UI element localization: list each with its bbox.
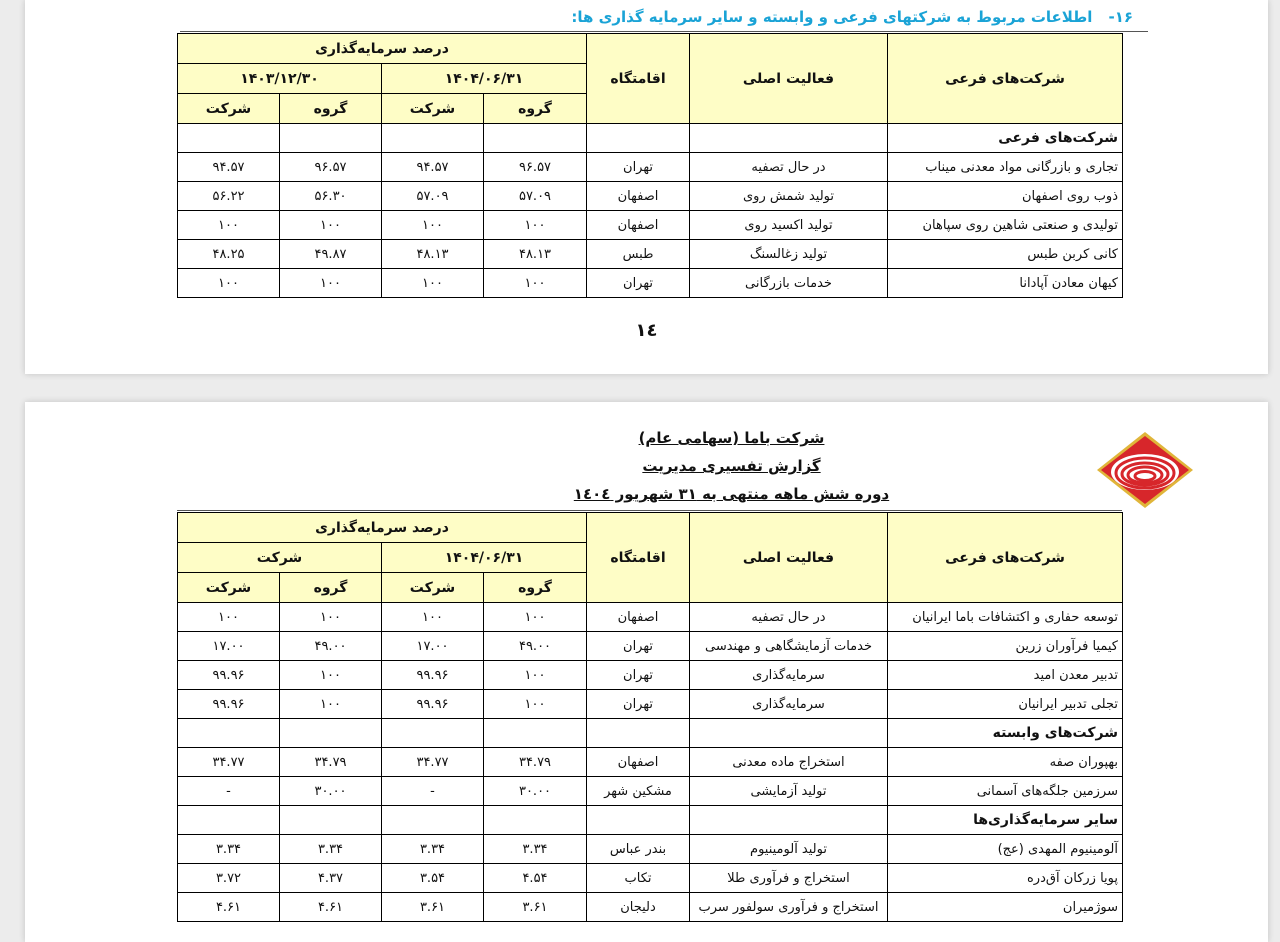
- group-header: گروه: [484, 94, 587, 124]
- company-pct-2: ۴.۶۱: [178, 893, 280, 922]
- group-pct-1: ۱۰۰: [484, 211, 587, 240]
- company-pct-2: ۹۹.۹۶: [178, 690, 280, 719]
- company-pct-1: ۱۰۰: [382, 603, 484, 632]
- table-row: [178, 603, 1123, 632]
- location: مشکین شهر: [587, 777, 690, 806]
- table-row: [178, 269, 1123, 298]
- location: اصفهان: [587, 211, 690, 240]
- group-pct-2: ۴.۳۷: [280, 864, 382, 893]
- report-page-14: [25, 0, 1268, 374]
- company-header: شرکت: [382, 94, 484, 124]
- company-header: شرکت: [178, 94, 280, 124]
- activity: تولید زغالسنگ: [690, 240, 888, 269]
- period2-header: شرکت: [178, 543, 382, 573]
- company-header: شرکت: [382, 573, 484, 603]
- company-pct-1: ۳.۵۴: [382, 864, 484, 893]
- section-number: ۱۶-: [1108, 8, 1133, 26]
- location: اصفهان: [587, 182, 690, 211]
- company-name: کیمیا فرآوران زرین: [888, 632, 1123, 661]
- company-col-header: شرکت‌های فرعی: [888, 513, 1123, 603]
- activity: استخراج و فرآوری طلا: [690, 864, 888, 893]
- company-pct-1: ۳.۳۴: [382, 835, 484, 864]
- company-pct-2: ۳.۷۲: [178, 864, 280, 893]
- section-title: اطلاعات مربوط به شرکتهای فرعی و وابسته و سایر سرمایه گذاری ها:: [571, 8, 1093, 26]
- activity: خدمات بازرگانی: [690, 269, 888, 298]
- category-row: [178, 719, 1123, 748]
- table-row: [178, 240, 1123, 269]
- table-row: [178, 211, 1123, 240]
- company-pct-2: ۹۴.۵۷: [178, 153, 280, 182]
- group-pct-2: ۹۶.۵۷: [280, 153, 382, 182]
- report-subtitle: گزارش تفسیری مدیریت: [642, 457, 821, 475]
- activity: استخراج و فرآوری سولفور سرب: [690, 893, 888, 922]
- investments-table: [177, 33, 1123, 298]
- percent-header: درصد سرمایه‌گذاری: [178, 513, 587, 543]
- group-pct-2: ۱۰۰: [280, 661, 382, 690]
- table-row: [178, 661, 1123, 690]
- group-pct-1: ۱۰۰: [484, 603, 587, 632]
- group-pct-2: ۵۶.۳۰: [280, 182, 382, 211]
- location-col-header: اقامتگاه: [587, 513, 690, 603]
- group-pct-1: ۱۰۰: [484, 690, 587, 719]
- location: تهران: [587, 153, 690, 182]
- activity: تولید شمش روی: [690, 182, 888, 211]
- activity: تولید آزمایشی: [690, 777, 888, 806]
- company-pct-2: ۱۰۰: [178, 211, 280, 240]
- company-pct-1: ۴۸.۱۳: [382, 240, 484, 269]
- company-name: کیهان معادن آپادانا: [888, 269, 1123, 298]
- report-page-15: [25, 402, 1268, 942]
- activity-col-header: فعالیت اصلی: [690, 513, 888, 603]
- location: تهران: [587, 269, 690, 298]
- group-header: گروه: [280, 94, 382, 124]
- location: دلیجان: [587, 893, 690, 922]
- company-name: کانی کربن طبس: [888, 240, 1123, 269]
- table-row: [178, 893, 1123, 922]
- company-name: بهپوران صفه: [888, 748, 1123, 777]
- group-pct-1: ۴۹.۰۰: [484, 632, 587, 661]
- group-pct-2: ۴۹.۰۰: [280, 632, 382, 661]
- company-pct-2: ۹۹.۹۶: [178, 661, 280, 690]
- location: تهران: [587, 661, 690, 690]
- company-pct-1: ۱۷.۰۰: [382, 632, 484, 661]
- period1-header: ۱۴۰۴/۰۶/۳۱: [382, 64, 587, 94]
- company-name: تدبیر معدن امید: [888, 661, 1123, 690]
- heading-rule: [180, 31, 1148, 32]
- company-pct-1: ۹۹.۹۶: [382, 661, 484, 690]
- group-pct-1: ۵۷.۰۹: [484, 182, 587, 211]
- table-row: [178, 748, 1123, 777]
- location: تهران: [587, 632, 690, 661]
- group-pct-1: ۳.۳۴: [484, 835, 587, 864]
- table-row: [178, 777, 1123, 806]
- company-name: آلومینیوم المهدی (عج): [888, 835, 1123, 864]
- group-pct-2: ۱۰۰: [280, 603, 382, 632]
- group-pct-1: ۴.۵۴: [484, 864, 587, 893]
- section-heading: [571, 8, 1133, 26]
- group-pct-1: ۳۴.۷۹: [484, 748, 587, 777]
- company-pct-2: -: [178, 777, 280, 806]
- group-pct-2: ۳.۳۴: [280, 835, 382, 864]
- category-label: سایر سرمایه‌گذاری‌ها: [888, 806, 1123, 835]
- company-pct-1: ۹۴.۵۷: [382, 153, 484, 182]
- company-pct-1: ۱۰۰: [382, 269, 484, 298]
- company-name: سرزمین جلگه‌های آسمانی: [888, 777, 1123, 806]
- group-pct-2: ۱۰۰: [280, 211, 382, 240]
- company-pct-2: ۱۰۰: [178, 603, 280, 632]
- activity: تولید آلومینیوم: [690, 835, 888, 864]
- company-name: تجاری و بازرگانی مواد معدنی میناب: [888, 153, 1123, 182]
- company-pct-1: -: [382, 777, 484, 806]
- company-pct-1: ۳۴.۷۷: [382, 748, 484, 777]
- company-col-header: شرکت‌های فرعی: [888, 34, 1123, 124]
- table-row: [178, 153, 1123, 182]
- category-row: [178, 806, 1123, 835]
- heading-rule: [177, 510, 1122, 511]
- table-row: [178, 835, 1123, 864]
- company-name: سوژمیران: [888, 893, 1123, 922]
- activity: استخراج ماده معدنی: [690, 748, 888, 777]
- period2-header: ۱۴۰۳/۱۲/۳۰: [178, 64, 382, 94]
- company-name: تجلی تدبیر ایرانیان: [888, 690, 1123, 719]
- location-col-header: اقامتگاه: [587, 34, 690, 124]
- investments-table-continued: [177, 512, 1123, 922]
- company-name: ذوب روی اصفهان: [888, 182, 1123, 211]
- location: اصفهان: [587, 748, 690, 777]
- company-pct-2: ۳۴.۷۷: [178, 748, 280, 777]
- group-pct-1: ۳.۶۱: [484, 893, 587, 922]
- company-name: پویا زرکان آق‌دره: [888, 864, 1123, 893]
- page-number: ۱٤: [635, 320, 658, 341]
- group-pct-1: ۹۶.۵۷: [484, 153, 587, 182]
- company-pct-2: ۳.۳۴: [178, 835, 280, 864]
- location: بندر عباس: [587, 835, 690, 864]
- activity: در حال تصفیه: [690, 603, 888, 632]
- category-label: شرکت‌های فرعی: [888, 124, 1123, 153]
- company-name: توسعه حفاری و اکتشافات باما ایرانیان: [888, 603, 1123, 632]
- company-pct-2: ۱۰۰: [178, 269, 280, 298]
- activity: تولید اکسید روی: [690, 211, 888, 240]
- table-row: [178, 182, 1123, 211]
- activity: خدمات آزمایشگاهی و مهندسی: [690, 632, 888, 661]
- activity: در حال تصفیه: [690, 153, 888, 182]
- group-header: گروه: [484, 573, 587, 603]
- category-row: [178, 124, 1123, 153]
- group-pct-2: ۴.۶۱: [280, 893, 382, 922]
- group-pct-1: ۳۰.۰۰: [484, 777, 587, 806]
- group-pct-2: ۴۹.۸۷: [280, 240, 382, 269]
- activity: سرمایه‌گذاری: [690, 690, 888, 719]
- company-pct-2: ۱۷.۰۰: [178, 632, 280, 661]
- company-pct-1: ۵۷.۰۹: [382, 182, 484, 211]
- table-row: [178, 632, 1123, 661]
- location: تکاب: [587, 864, 690, 893]
- company-pct-1: ۹۹.۹۶: [382, 690, 484, 719]
- group-pct-2: ۱۰۰: [280, 690, 382, 719]
- report-period: دوره شش ماهه منتهی به ۳۱ شهریور ۱٤٠٤: [573, 485, 890, 503]
- company-title: شرکت باما (سهامی عام): [638, 429, 825, 447]
- table-row: [178, 864, 1123, 893]
- group-header: گروه: [280, 573, 382, 603]
- period1-header: ۱۴۰۴/۰۶/۳۱: [382, 543, 587, 573]
- company-pct-2: ۴۸.۲۵: [178, 240, 280, 269]
- location: تهران: [587, 690, 690, 719]
- percent-header: درصد سرمایه‌گذاری: [178, 34, 587, 64]
- category-label: شرکت‌های وابسته: [888, 719, 1123, 748]
- company-pct-1: ۳.۶۱: [382, 893, 484, 922]
- activity: سرمایه‌گذاری: [690, 661, 888, 690]
- company-name: تولیدی و صنعتی شاهین روی سپاهان: [888, 211, 1123, 240]
- company-pct-2: ۵۶.۲۲: [178, 182, 280, 211]
- activity-col-header: فعالیت اصلی: [690, 34, 888, 124]
- group-pct-1: ۱۰۰: [484, 661, 587, 690]
- company-pct-1: ۱۰۰: [382, 211, 484, 240]
- location: طبس: [587, 240, 690, 269]
- group-pct-2: ۳۰.۰۰: [280, 777, 382, 806]
- group-pct-2: ۳۴.۷۹: [280, 748, 382, 777]
- company-header: شرکت: [178, 573, 280, 603]
- group-pct-1: ۴۸.۱۳: [484, 240, 587, 269]
- group-pct-2: ۱۰۰: [280, 269, 382, 298]
- location: اصفهان: [587, 603, 690, 632]
- group-pct-1: ۱۰۰: [484, 269, 587, 298]
- table-row: [178, 690, 1123, 719]
